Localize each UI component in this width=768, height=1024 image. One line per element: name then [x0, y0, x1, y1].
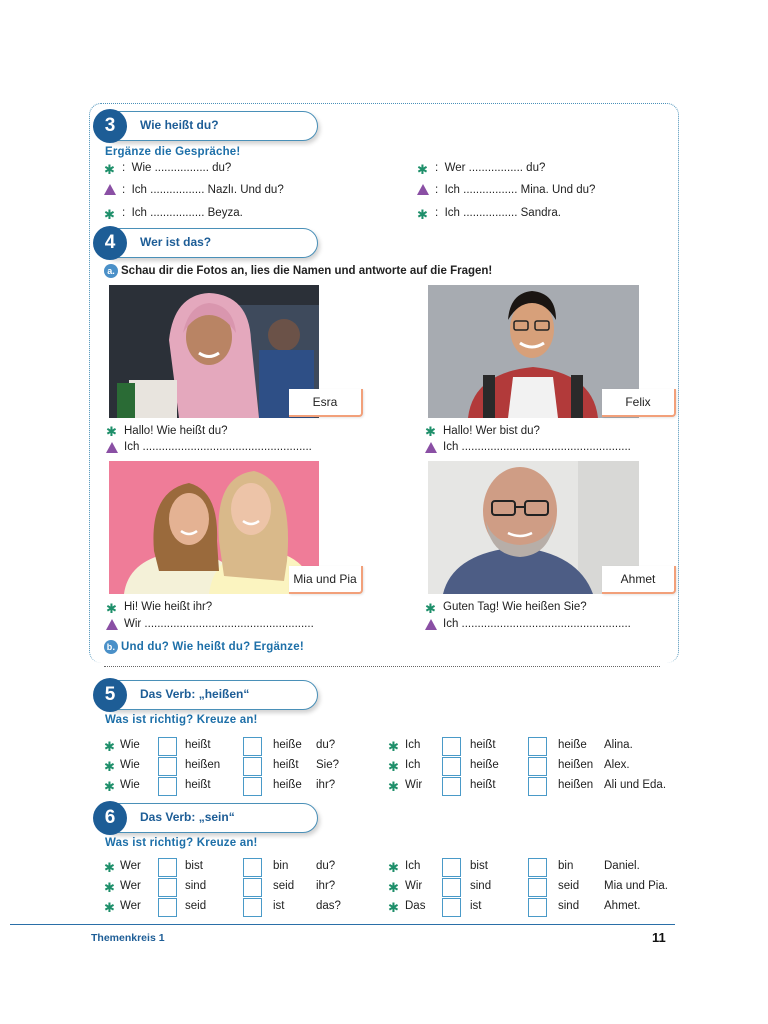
checkbox[interactable]: [528, 858, 547, 877]
star-icon: ✱: [104, 860, 115, 875]
footer-title: Themenkreis 1: [91, 932, 165, 944]
option-word: heißt: [470, 779, 496, 791]
subject-word: Ich: [405, 860, 421, 872]
option-word: bist: [470, 860, 488, 872]
section-5-header: [93, 680, 318, 710]
subject-word: Wir: [405, 779, 423, 791]
section-number: 5: [93, 678, 127, 712]
subject-word: Wer: [120, 880, 141, 892]
star-icon: ✱: [388, 759, 399, 774]
name-tag: Mia und Pia: [289, 566, 363, 594]
subject-word: Wie: [120, 779, 140, 791]
badge-b: b.: [104, 640, 118, 654]
sentence-end: du?: [316, 860, 336, 872]
option-word: sind: [470, 880, 492, 892]
star-icon: ✱: [425, 424, 436, 439]
option-word: heißt: [470, 739, 496, 751]
dialog-line: : Ich ................. Mina. Und du?: [435, 184, 596, 196]
checkbox[interactable]: [442, 878, 461, 897]
sentence-end: Daniel.: [604, 860, 640, 872]
sentence-end: ihr?: [316, 779, 336, 791]
star-icon: ✱: [104, 880, 115, 895]
answer-line: Ich .....................................................: [443, 441, 631, 453]
option-word: heißt: [185, 779, 211, 791]
star-icon: ✱: [388, 880, 399, 895]
option-word: heißt: [273, 759, 299, 771]
photo-mia-und-pia: [109, 461, 319, 594]
section-4-header: [93, 228, 318, 258]
dialog-line: : Ich ................. Sandra.: [435, 207, 561, 219]
checkbox[interactable]: [442, 858, 461, 877]
subject-word: Wie: [120, 739, 140, 751]
star-icon: ✱: [388, 779, 399, 794]
option-word: bin: [558, 860, 574, 872]
checkbox[interactable]: [442, 757, 461, 776]
sentence-end: du?: [316, 739, 336, 751]
instruction: Was ist richtig? Kreuze an!: [105, 837, 258, 849]
star-icon: ✱: [106, 424, 117, 439]
section-3-header: [93, 111, 318, 141]
checkbox[interactable]: [442, 777, 461, 796]
checkbox[interactable]: [158, 858, 177, 877]
footer-rule: [10, 924, 675, 925]
badge-a: a.: [104, 264, 118, 278]
subject-word: Wer: [120, 860, 141, 872]
option-word: heiße: [273, 739, 302, 751]
option-word: bist: [185, 860, 203, 872]
answer-line: Wir .....................................................: [124, 618, 314, 630]
name-tag: Ahmet: [602, 566, 676, 594]
photo-esra: [109, 285, 319, 418]
checkbox[interactable]: [158, 898, 177, 917]
checkbox[interactable]: [158, 757, 177, 776]
instruction: Was ist richtig? Kreuze an!: [105, 714, 258, 726]
sentence-end: das?: [316, 900, 341, 912]
sentence-end: Sie?: [316, 759, 340, 771]
star-icon: ✱: [417, 207, 428, 222]
dialog-line: : Wer ................. du?: [435, 162, 546, 174]
subject-word: Ich: [405, 759, 421, 771]
checkbox[interactable]: [528, 898, 547, 917]
checkbox[interactable]: [243, 777, 262, 796]
checkbox[interactable]: [528, 757, 547, 776]
section-title: Das Verb: „sein“: [140, 810, 235, 824]
name-tag: Felix: [602, 389, 676, 417]
subject-word: Wir: [405, 880, 423, 892]
answer-dotted-line[interactable]: [104, 666, 660, 667]
dialog-line: : Ich ................. Beyza.: [122, 207, 243, 219]
checkbox[interactable]: [158, 878, 177, 897]
option-word: ist: [273, 900, 285, 912]
checkbox[interactable]: [442, 898, 461, 917]
page-number: 11: [652, 930, 666, 945]
subject-word: Wie: [120, 759, 140, 771]
checkbox[interactable]: [243, 858, 262, 877]
option-word: heißen: [558, 779, 594, 791]
option-word: sind: [185, 880, 207, 892]
checkbox[interactable]: [243, 737, 262, 756]
checkbox[interactable]: [243, 878, 262, 897]
section-number: 4: [93, 226, 127, 260]
dialog-line: Hallo! Wie heißt du?: [124, 425, 228, 437]
star-icon: ✱: [104, 162, 115, 177]
section-title: Wer ist das?: [140, 235, 212, 249]
checkbox[interactable]: [528, 878, 547, 897]
triangle-icon: [417, 184, 429, 195]
section-number: 6: [93, 801, 127, 835]
option-word: seid: [558, 880, 580, 892]
section-title: Wie heißt du?: [140, 118, 219, 132]
dialog-line: : Wie ................. du?: [122, 162, 232, 174]
dialog-line: Guten Tag! Wie heißen Sie?: [443, 601, 587, 613]
star-icon: ✱: [104, 739, 115, 754]
checkbox[interactable]: [528, 777, 547, 796]
name-tag: Esra: [289, 389, 363, 417]
star-icon: ✱: [104, 207, 115, 222]
sentence-end: Ahmet.: [604, 900, 641, 912]
option-word: heißen: [185, 759, 221, 771]
option-word: seid: [273, 880, 295, 892]
subject-word: Wer: [120, 900, 141, 912]
option-word: heiße: [558, 739, 587, 751]
dialog-line: Hi! Wie heißt ihr?: [124, 601, 213, 613]
triangle-icon: [106, 442, 118, 453]
option-word: seid: [185, 900, 207, 912]
instruction: Ergänze die Gespräche!: [105, 146, 241, 158]
option-word: heiße: [470, 759, 499, 771]
dialog-line: Hallo! Wer bist du?: [443, 425, 540, 437]
checkbox[interactable]: [442, 737, 461, 756]
subject-word: Das: [405, 900, 426, 912]
sentence-end: Alex.: [604, 759, 630, 771]
star-icon: ✱: [104, 759, 115, 774]
star-icon: ✱: [417, 162, 428, 177]
sentence-end: Alina.: [604, 739, 633, 751]
sentence-end: ihr?: [316, 880, 336, 892]
sentence-end: Ali und Eda.: [604, 779, 667, 791]
option-word: ist: [470, 900, 482, 912]
star-icon: ✱: [104, 779, 115, 794]
star-icon: ✱: [388, 860, 399, 875]
answer-line: Ich .....................................................: [124, 441, 312, 453]
star-icon: ✱: [104, 900, 115, 915]
triangle-icon: [106, 619, 118, 630]
star-icon: ✱: [425, 601, 436, 616]
sentence-end: Mia und Pia.: [604, 880, 668, 892]
checkbox[interactable]: [158, 737, 177, 756]
instruction-b: b. Und du? Wie heißt du? Ergänze!: [104, 640, 304, 654]
checkbox[interactable]: [243, 757, 262, 776]
instruction-a: a. Schau dir die Fotos an, lies die Namen und antworte auf die Fragen!: [104, 264, 492, 278]
checkbox[interactable]: [243, 898, 262, 917]
subject-word: Ich: [405, 739, 421, 751]
section-6-header: [93, 803, 318, 833]
star-icon: ✱: [388, 900, 399, 915]
star-icon: ✱: [388, 739, 399, 754]
checkbox[interactable]: [528, 737, 547, 756]
triangle-icon: [425, 442, 437, 453]
answer-line: Ich .....................................................: [443, 618, 631, 630]
option-word: bin: [273, 860, 289, 872]
triangle-icon: [425, 619, 437, 630]
option-word: sind: [558, 900, 580, 912]
option-word: heiße: [273, 779, 302, 791]
dialog-line: : Ich ................. Nazlı. Und du?: [122, 184, 284, 196]
triangle-icon: [104, 184, 116, 195]
option-word: heißt: [185, 739, 211, 751]
section-number: 3: [93, 109, 127, 143]
star-icon: ✱: [106, 601, 117, 616]
option-word: heißen: [558, 759, 594, 771]
checkbox[interactable]: [158, 777, 177, 796]
section-title: Das Verb: „heißen“: [140, 687, 250, 701]
